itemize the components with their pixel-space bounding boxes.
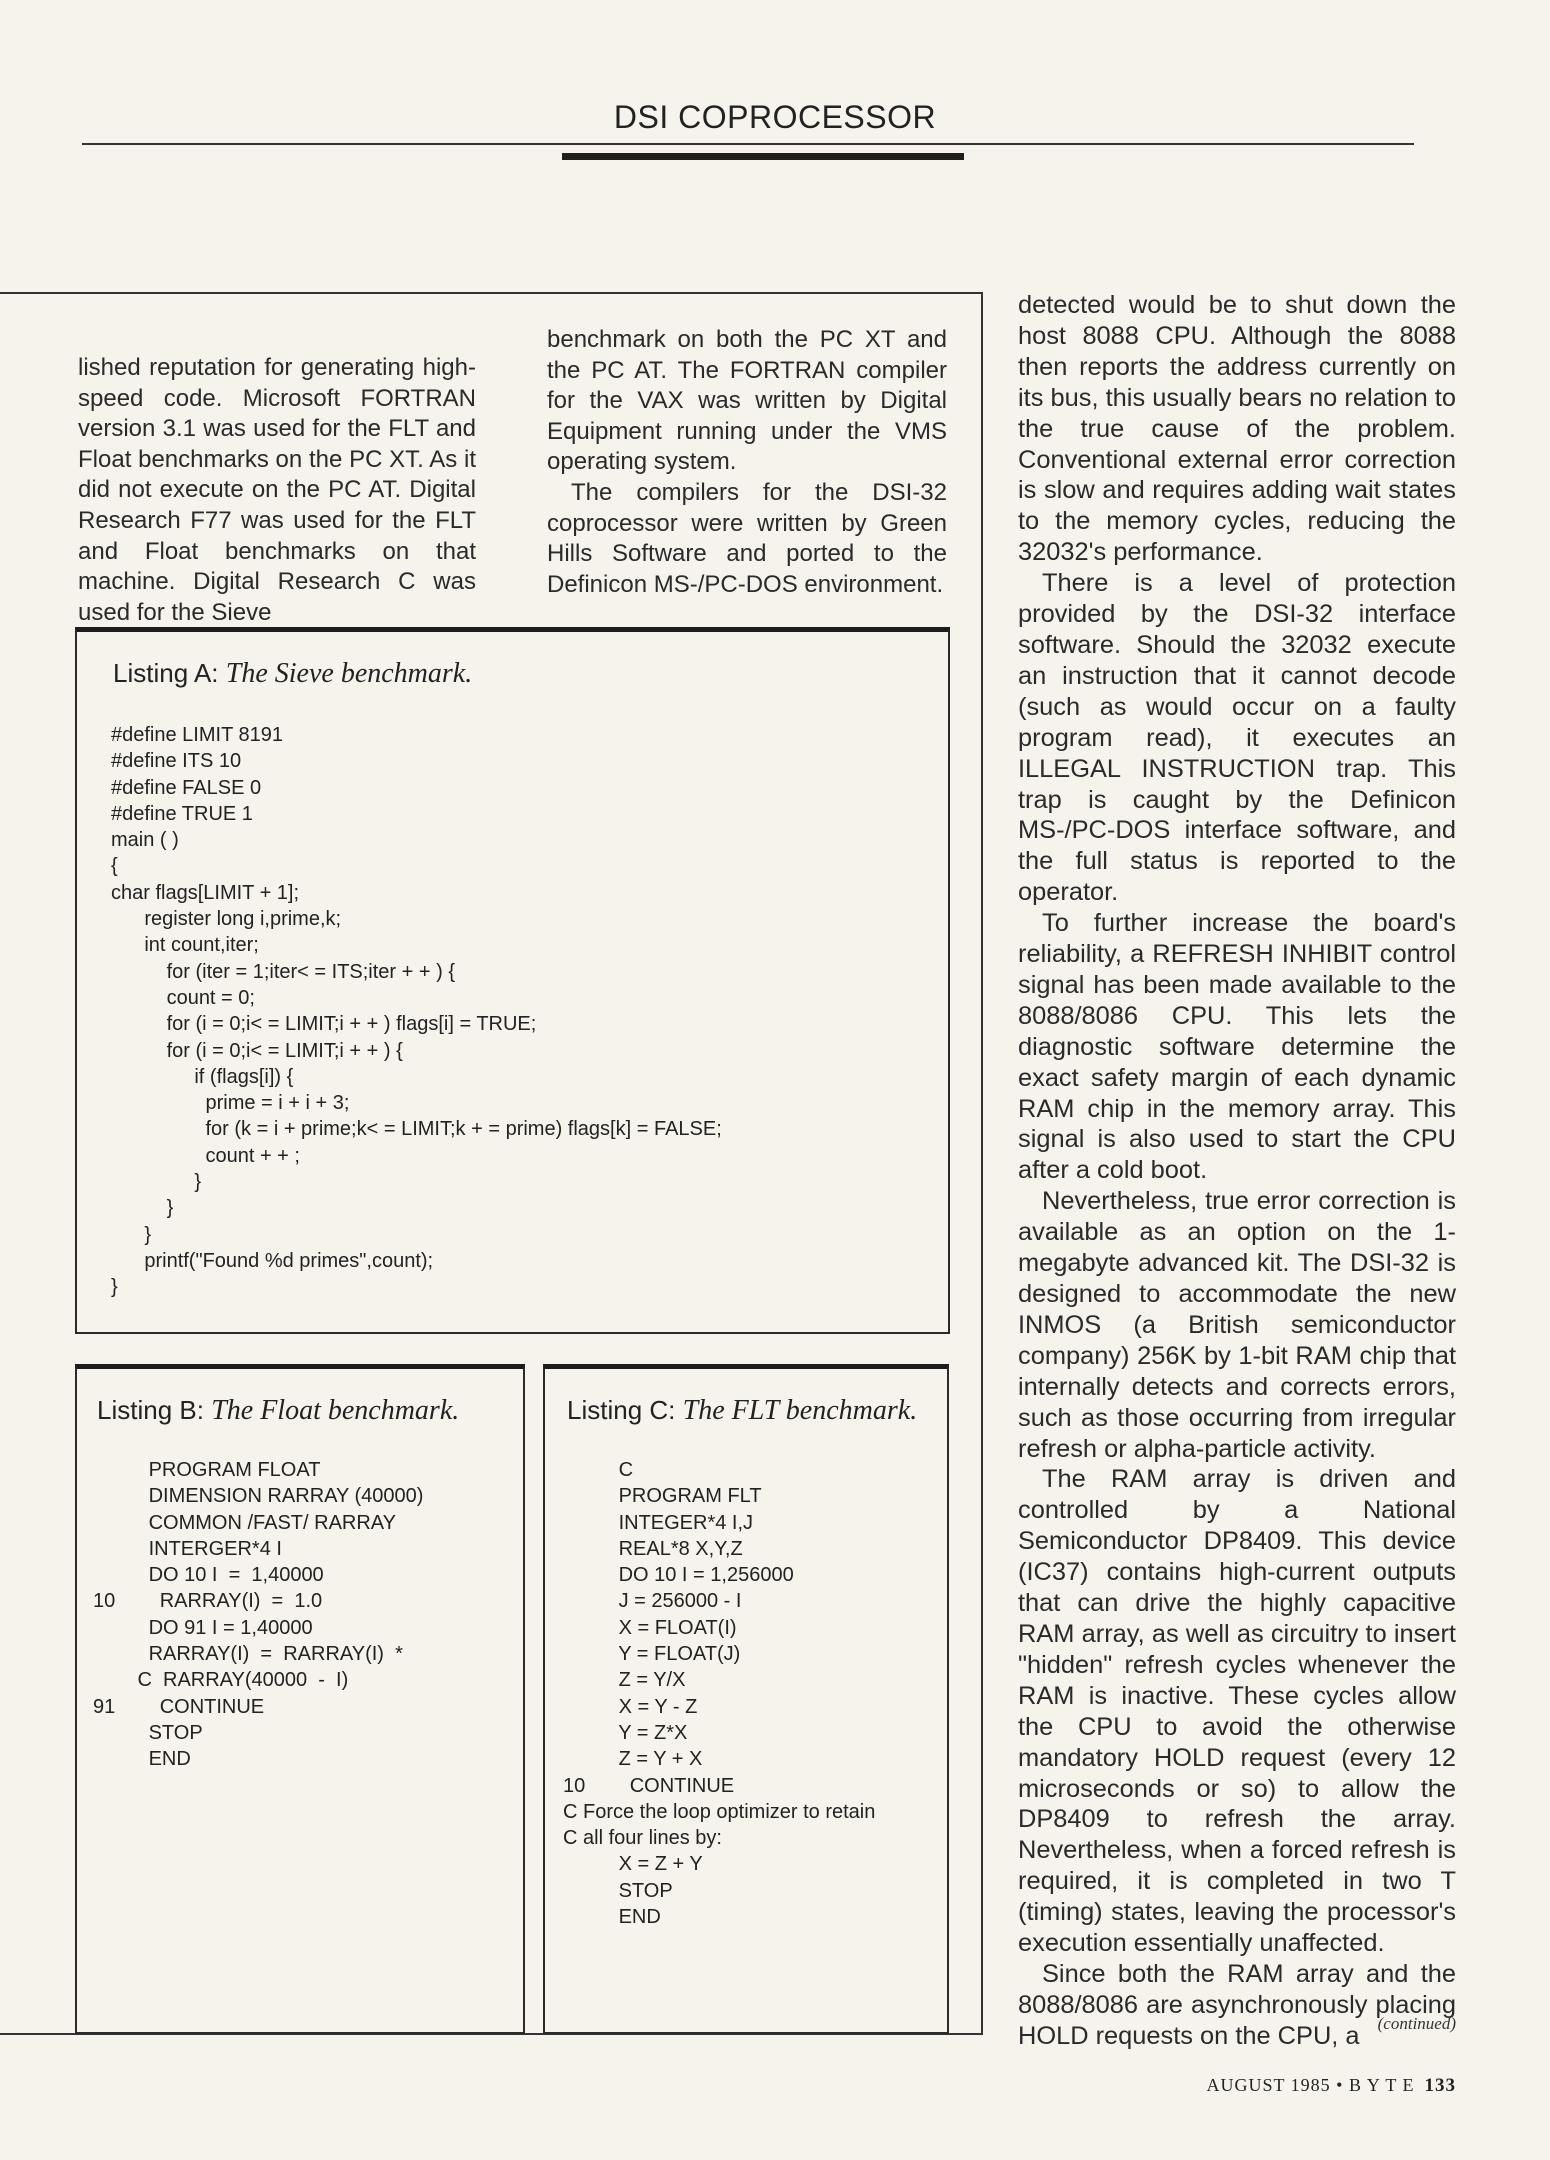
listing-c-title bbox=[567, 1395, 917, 1427]
listing-caption: The Sieve benchmark. bbox=[225, 658, 473, 689]
listing-c-box bbox=[543, 1364, 949, 2034]
sidebar-text-column-left bbox=[78, 353, 476, 628]
sidebar-box-top-rule bbox=[0, 292, 983, 294]
listing-c-code: C PROGRAM FLT INTEGER*4 I,J REAL*8 X,Y,Z DO 10 I = 1,256000 J = 256000 - I X = FLOAT(I) Y = FLOAT(J) Z = Y/X X = Y - Z Y = Z*X Z = Y + X 10 CONTINUE C Force the loop optimizer to retain C all four lines by: X = Z + Y STOP END bbox=[563, 1459, 876, 1929]
listing-label: Listing C: bbox=[567, 1395, 676, 1425]
listing-caption: The FLT benchmark. bbox=[682, 1395, 918, 1426]
article-text-column-right bbox=[1018, 290, 1456, 2052]
page-footer bbox=[1100, 2075, 1456, 2097]
continued-note: (continued) bbox=[1377, 2014, 1456, 2033]
listing-b-box bbox=[75, 1364, 525, 2034]
listing-label: Listing A: bbox=[113, 658, 219, 688]
paragraph: benchmark on both the PC XT and the PC AT. The FORTRAN compiler for the VAX was written by Digital Equipment running under the VMS operating system. bbox=[547, 326, 947, 476]
paragraph: The compilers for the DSI-32 coprocessor were written by Green Hills Software and ported to the Definicon MS-/PC-DOS environment. bbox=[547, 478, 947, 598]
sidebar-text-column-middle bbox=[547, 325, 947, 600]
paragraph: lished reputation for generating high-speed code. Microsoft FORTRAN version 3.1 was used for the FLT and Float benchmarks on the PC XT. As it did not execute on the PC AT. Digital Research F77 was used for the FLT and Float benchmarks on that machine. Digital Research C was used for the Sieve bbox=[78, 354, 476, 626]
listing-a-code: #define LIMIT 8191 #define ITS 10 #define FALSE 0 #define TRUE 1 main ( ) { char flags[LIMIT + 1]; register long i,prime,k; int count,iter; for (iter = 1;iter< = ITS;iter + + ) { count = 0; for (i = 0;i< = LIMIT;i + + ) flags[i] = TRUE; for (i = 0;i< = LIMIT;i + + ) { if (flags[i]) { prime = i + i + 3; for (k = i + prime;k< = LIMIT;k + = prime) flags[k] = FALSE; count + + ; } } } printf("Found %d primes",count); } bbox=[111, 724, 722, 1299]
listing-b-title bbox=[97, 1395, 459, 1427]
listing-a-title bbox=[113, 658, 472, 690]
paragraph: There is a level of protection provided by the DSI-32 interface software. Should the 32032 execute an instruction that it cannot decode (such as would occur on a faulty program read), it executes an ILLEGAL INSTRUCTION trap. This trap is caught by the Definicon MS-/PC-DOS interface software, and the full status is reported to the operator. bbox=[1018, 569, 1456, 907]
listing-b-code: PROGRAM FLOAT DIMENSION RARRAY (40000) COMMON /FAST/ RARRAY INTERGER*4 I DO 10 I = 1,40000 10 RARRAY(I) = 1.0 DO 91 I = 1,40000 RARRAY(I) = RARRAY(I) * C RARRAY(40000 - I) 91 CONTINUE STOP END bbox=[93, 1459, 424, 1771]
paragraph: Nevertheless, true error correction is available as an option on the 1-megabyte advanced kit. The DSI-32 is designed to accommodate the new INMOS (a British semiconductor company) 256K by 1-bit RAM chip that internally detects and corrects errors, such as those occurring from irregular refresh or alpha-particle activity. bbox=[1018, 1187, 1456, 1463]
page-number: 133 bbox=[1424, 2075, 1456, 2096]
paragraph: To further increase the board's reliability, a REFRESH INHIBIT control signal has been made available to the 8088/8086 CPU. This lets the diagnostic software determine the exact safety margin of each dynamic RAM chip in the memory array. This signal is also used to start the CPU after a cold boot. bbox=[1018, 909, 1456, 1185]
issue-line: AUGUST 1985 • B Y T E bbox=[1206, 2075, 1415, 2095]
header-bar bbox=[562, 153, 964, 160]
listing-label: Listing B: bbox=[97, 1395, 204, 1425]
sidebar-box-right-rule bbox=[981, 292, 983, 2035]
listing-caption: The Float benchmark. bbox=[211, 1395, 460, 1426]
paragraph: detected would be to shut down the host 8088 CPU. Although the 8088 then reports the address currently on its bus, this usually bears no relation to the true cause of the problem. Conventional external error correction is slow and requires adding wait states to the memory cycles, reducing the 32032's performance. bbox=[1018, 291, 1456, 567]
header-rule bbox=[82, 143, 1414, 145]
running-header: DSI COPROCESSOR bbox=[613, 99, 937, 135]
paragraph: Since both the RAM array and the 8088/8086 are asynchronously placing HOLD requests on the CPU, a bbox=[1018, 1959, 1456, 2050]
listing-a-box bbox=[75, 627, 950, 1334]
paragraph: The RAM array is driven and controlled by a National Semiconductor DP8409. This device (IC37) contains high-current outputs that can drive the highly capacitive RAM array, as well as circuitry to insert "hidden" refresh cycles whenever the RAM is inactive. These cycles allow the CPU to avoid the otherwise mandatory HOLD request (every 12 microseconds or so) to allow the DP8409 to refresh the array. Nevertheless, when a forced refresh is required, it is completed in two T (timing) states, leaving the processor's execution essentially unaffected. bbox=[1018, 1465, 1456, 1958]
